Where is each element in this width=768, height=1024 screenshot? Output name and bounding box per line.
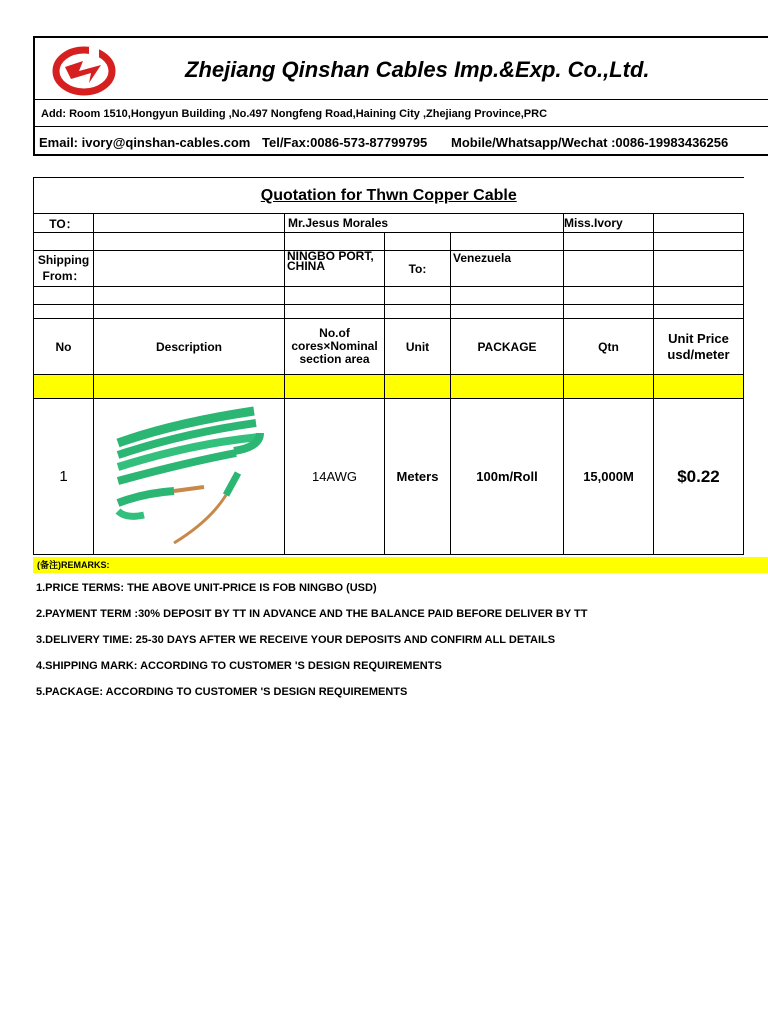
company-logo <box>49 43 119 104</box>
quotation-table <box>33 177 744 555</box>
company-name: Zhejiang Qinshan Cables Imp.&Exp. Co.,Ltd. <box>185 57 650 82</box>
to-port-value: Venezuela <box>451 251 564 287</box>
quotation-title-cell <box>34 178 744 214</box>
header-divider <box>35 99 768 100</box>
col-header-description: Description <box>94 319 285 375</box>
row-no: 1 <box>34 399 94 555</box>
col-header-unit: Unit <box>385 319 451 375</box>
col-header-no: No <box>34 319 94 375</box>
company-address: Add: Room 1510,Hongyun Building ,No.497 Nongfeng Road,Haining City ,Zhejiang Province,PRC <box>41 108 548 120</box>
remarks-label: (备注)REMARKS: <box>33 557 768 573</box>
remark-item: 3.DELIVERY TIME: 25-30 DAYS AFTER WE RECEIVE YOUR DEPOSITS AND CONFIRM ALL DETAILS <box>36 634 556 646</box>
to-label: TO： <box>34 214 94 233</box>
recipient-name: Mr.Jesus Morales <box>285 214 564 233</box>
sender-name: Miss.Ivory <box>564 214 654 233</box>
remark-item: 4.SHIPPING MARK: ACCORDING TO CUSTOMER 'S DESIGN REQUIREMENTS <box>36 660 442 672</box>
company-mobile: Mobile/Whatsapp/Wechat :0086-19983436256 <box>451 135 729 150</box>
company-telfax: Tel/Fax:0086-573-87799795 <box>262 135 428 150</box>
empty-cell <box>94 251 285 287</box>
shipping-from-label: Shipping From： <box>34 251 94 287</box>
to-port-label: To: <box>385 251 451 287</box>
col-header-package: PACKAGE <box>451 319 564 375</box>
empty-cell <box>654 214 744 233</box>
row-unit-price: $0.22 <box>654 399 744 555</box>
empty-cell <box>94 214 285 233</box>
table-row <box>34 399 744 555</box>
header-divider <box>35 126 768 127</box>
row-unit: Meters <box>385 399 451 555</box>
remark-item: 2.PAYMENT TERM :30% DEPOSIT BY TT IN ADVANCE AND THE BALANCE PAID BEFORE DELIVER BY TT <box>36 608 588 620</box>
highlight-row <box>34 375 744 399</box>
col-header-unit-price: Unit Price usd/meter <box>654 319 744 375</box>
green-copper-wire-icon <box>114 403 264 551</box>
quotation-title: Quotation for Thwn Copper Cable <box>260 186 517 204</box>
row-package: 100m/Roll <box>451 399 564 555</box>
col-header-qtn: Qtn <box>564 319 654 375</box>
remark-item: 5.PACKAGE: ACCORDING TO CUSTOMER 'S DESIGN REQUIREMENTS <box>36 686 408 698</box>
row-qtn: 15,000M <box>564 399 654 555</box>
remark-item: 1.PRICE TERMS: THE ABOVE UNIT-PRICE IS FOB NINGBO (USD) <box>36 582 377 594</box>
col-header-cores: No.of cores×Nominal section area <box>285 319 385 375</box>
row-cores: 14AWG <box>285 399 385 555</box>
company-header <box>33 36 768 156</box>
shipping-from-value: NINGBO PORT, CHINA <box>285 251 385 287</box>
company-email[interactable]: Email: ivory@qinshan-cables.com <box>39 135 251 150</box>
product-image <box>94 399 285 555</box>
